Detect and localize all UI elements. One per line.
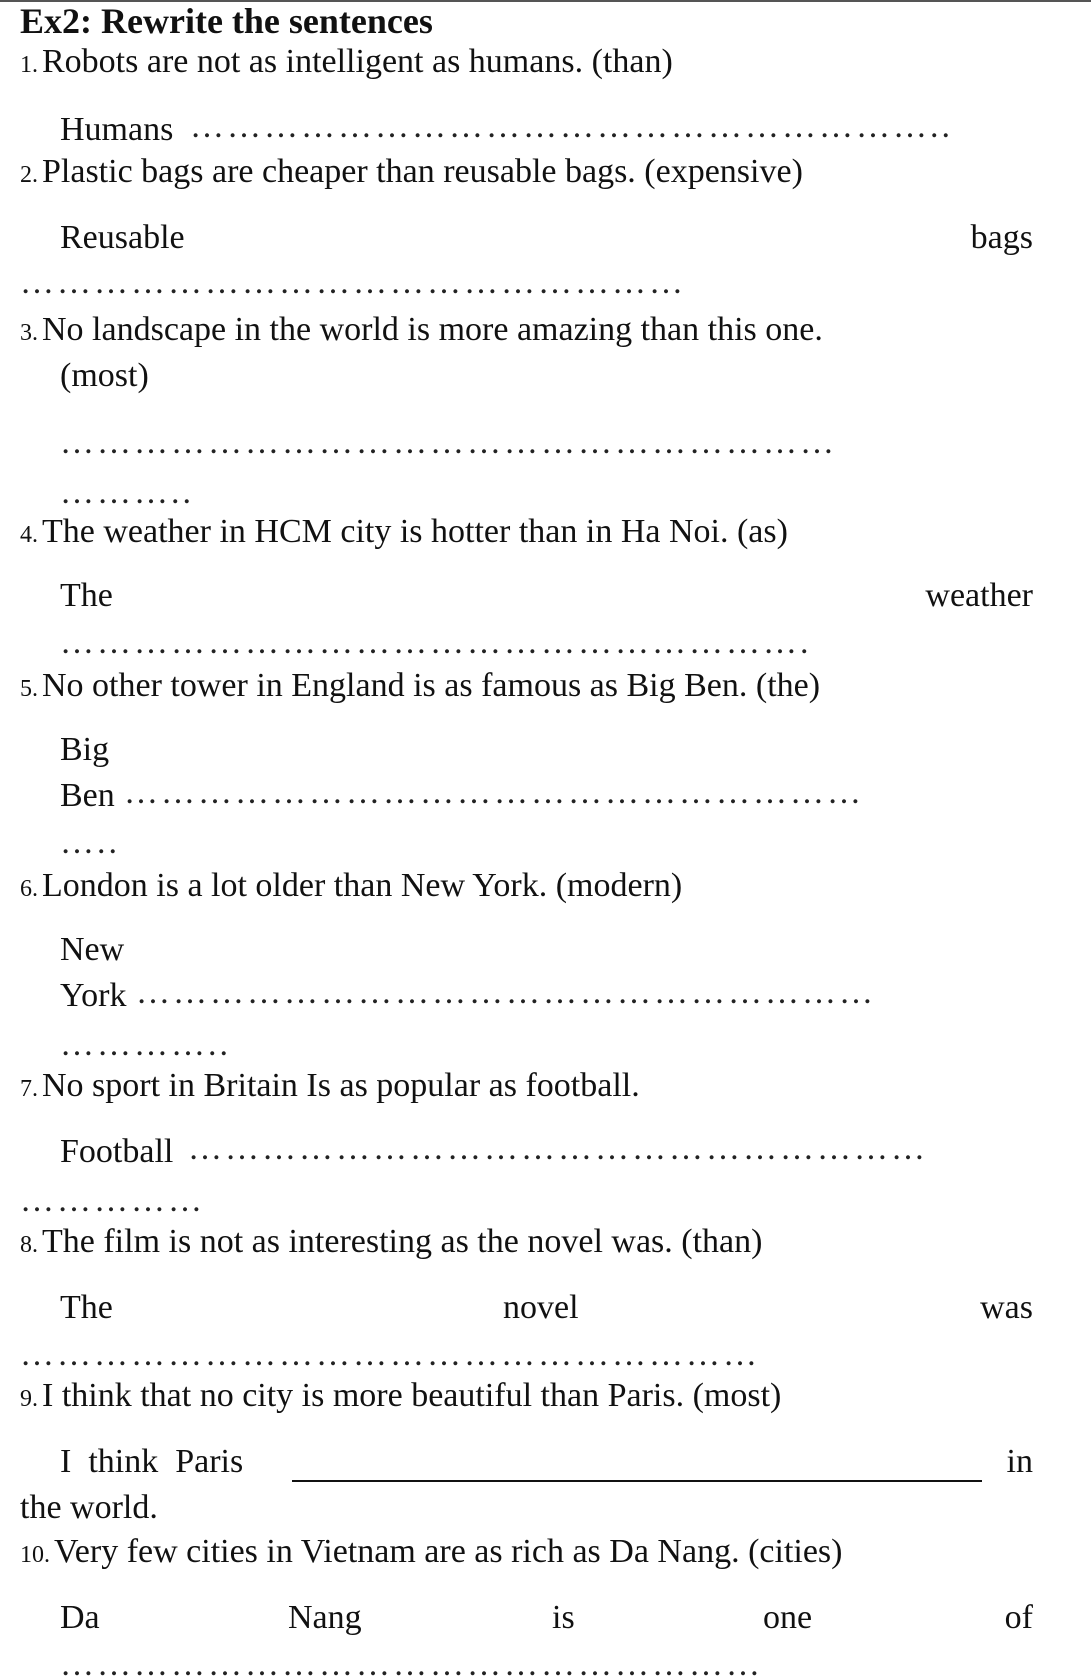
question-6 — [20, 866, 682, 909]
question-9 — [20, 1376, 781, 1419]
question-8 — [20, 1222, 762, 1265]
question-text: London is a lot older than New York. (modern) — [42, 867, 683, 904]
question-number: 2. — [20, 162, 38, 188]
question-5 — [20, 666, 820, 709]
question-text: The weather in HCM city is hotter than in Ha Noi. (as) — [42, 513, 788, 550]
answer-8-word-3: was — [980, 1289, 1033, 1326]
question-text: Robots are not as intelligent as humans. (than) — [42, 43, 673, 80]
answer-6-dots-cont: ………….. — [60, 1030, 231, 1060]
answer-5-word-1: Big — [60, 731, 110, 768]
answer-10-word-3: is — [552, 1599, 575, 1636]
answer-6-word-1: New — [60, 931, 125, 968]
answer-6-dots: …………………………………………………… — [136, 978, 876, 1008]
answer-4-dots: ……………………………………………………. — [60, 628, 812, 658]
answer-5-dots: …………………………………………………… — [124, 778, 864, 808]
answer-2-dots: ……………………………………………… — [20, 268, 686, 298]
question-text: No landscape in the world is more amazing than this one. — [42, 311, 823, 348]
question-10 — [20, 1532, 842, 1575]
answer-3-dots: ……………………………………………………… — [60, 428, 837, 458]
question-text: No other tower in England is as famous as Big Ben. (the) — [42, 667, 821, 704]
question-number: 6. — [20, 876, 38, 902]
question-text: I think that no city is more beautiful than Paris. (most) — [42, 1377, 782, 1414]
answer-10-word-4: one — [763, 1599, 813, 1636]
answer-7-dots-cont: …………… — [20, 1186, 205, 1216]
question-number: 4. — [20, 522, 38, 548]
question-number: 10. — [20, 1542, 50, 1568]
question-text: Very few cities in Vietnam are as rich as Da Nang. (cities) — [54, 1533, 843, 1570]
question-number: 8. — [20, 1232, 38, 1258]
answer-10-word-2: Nang — [288, 1599, 362, 1636]
answer-8-word-1: The — [60, 1289, 113, 1326]
answer-9-word-2: in — [1006, 1443, 1033, 1480]
answer-1-start — [60, 110, 173, 150]
question-number: 9. — [20, 1386, 38, 1412]
question-number: 5. — [20, 676, 38, 702]
page-title: Ex2: Rewrite the sentences — [20, 1, 433, 41]
answer-5-dots-cont: ….. — [60, 828, 120, 858]
answer-10-dots: ………………………………………………… — [60, 1650, 763, 1680]
answer-7-start: Football — [60, 1133, 174, 1170]
question-4 — [20, 512, 788, 555]
question-3-hint: (most) — [60, 357, 149, 394]
answer-1-dots: …………………………………………………….. — [190, 112, 953, 142]
question-number: 7. — [20, 1076, 38, 1102]
answer-6-word-2: York — [60, 977, 127, 1014]
answer-3-dots-cont: ……….. — [60, 478, 194, 508]
answer-10-word-5: of — [1004, 1599, 1033, 1636]
answer-5-word-2: Ben — [60, 777, 115, 814]
answer-10-word-1: Da — [60, 1599, 100, 1636]
answer-4-word-2: weather — [925, 577, 1033, 614]
answer-2-word-1: Reusable — [60, 219, 185, 256]
answer-9-continuation: the world. — [20, 1489, 158, 1526]
question-3 — [20, 310, 823, 353]
question-number: 1. — [20, 52, 38, 78]
question-text: The film is not as interesting as the novel was. (than) — [42, 1223, 763, 1260]
question-1 — [20, 42, 673, 85]
question-number: 3. — [20, 320, 38, 346]
question-2 — [20, 152, 803, 195]
answer-start-word: Humans — [60, 111, 174, 148]
answer-7-dots: …………………………………………………… — [188, 1134, 928, 1164]
answer-9-start: I think Paris — [60, 1443, 244, 1480]
question-7 — [20, 1066, 640, 1109]
question-text: Plastic bags are cheaper than reusable bags. (expensive) — [42, 153, 803, 190]
answer-8-dots: …………………………………………………… — [20, 1340, 760, 1370]
answer-9-blank-line — [292, 1480, 982, 1482]
answer-8-word-2: novel — [503, 1289, 579, 1326]
answer-2-word-2: bags — [970, 219, 1033, 256]
question-text: No sport in Britain Is as popular as football. — [42, 1067, 640, 1104]
answer-4-word-1: The — [60, 577, 113, 614]
